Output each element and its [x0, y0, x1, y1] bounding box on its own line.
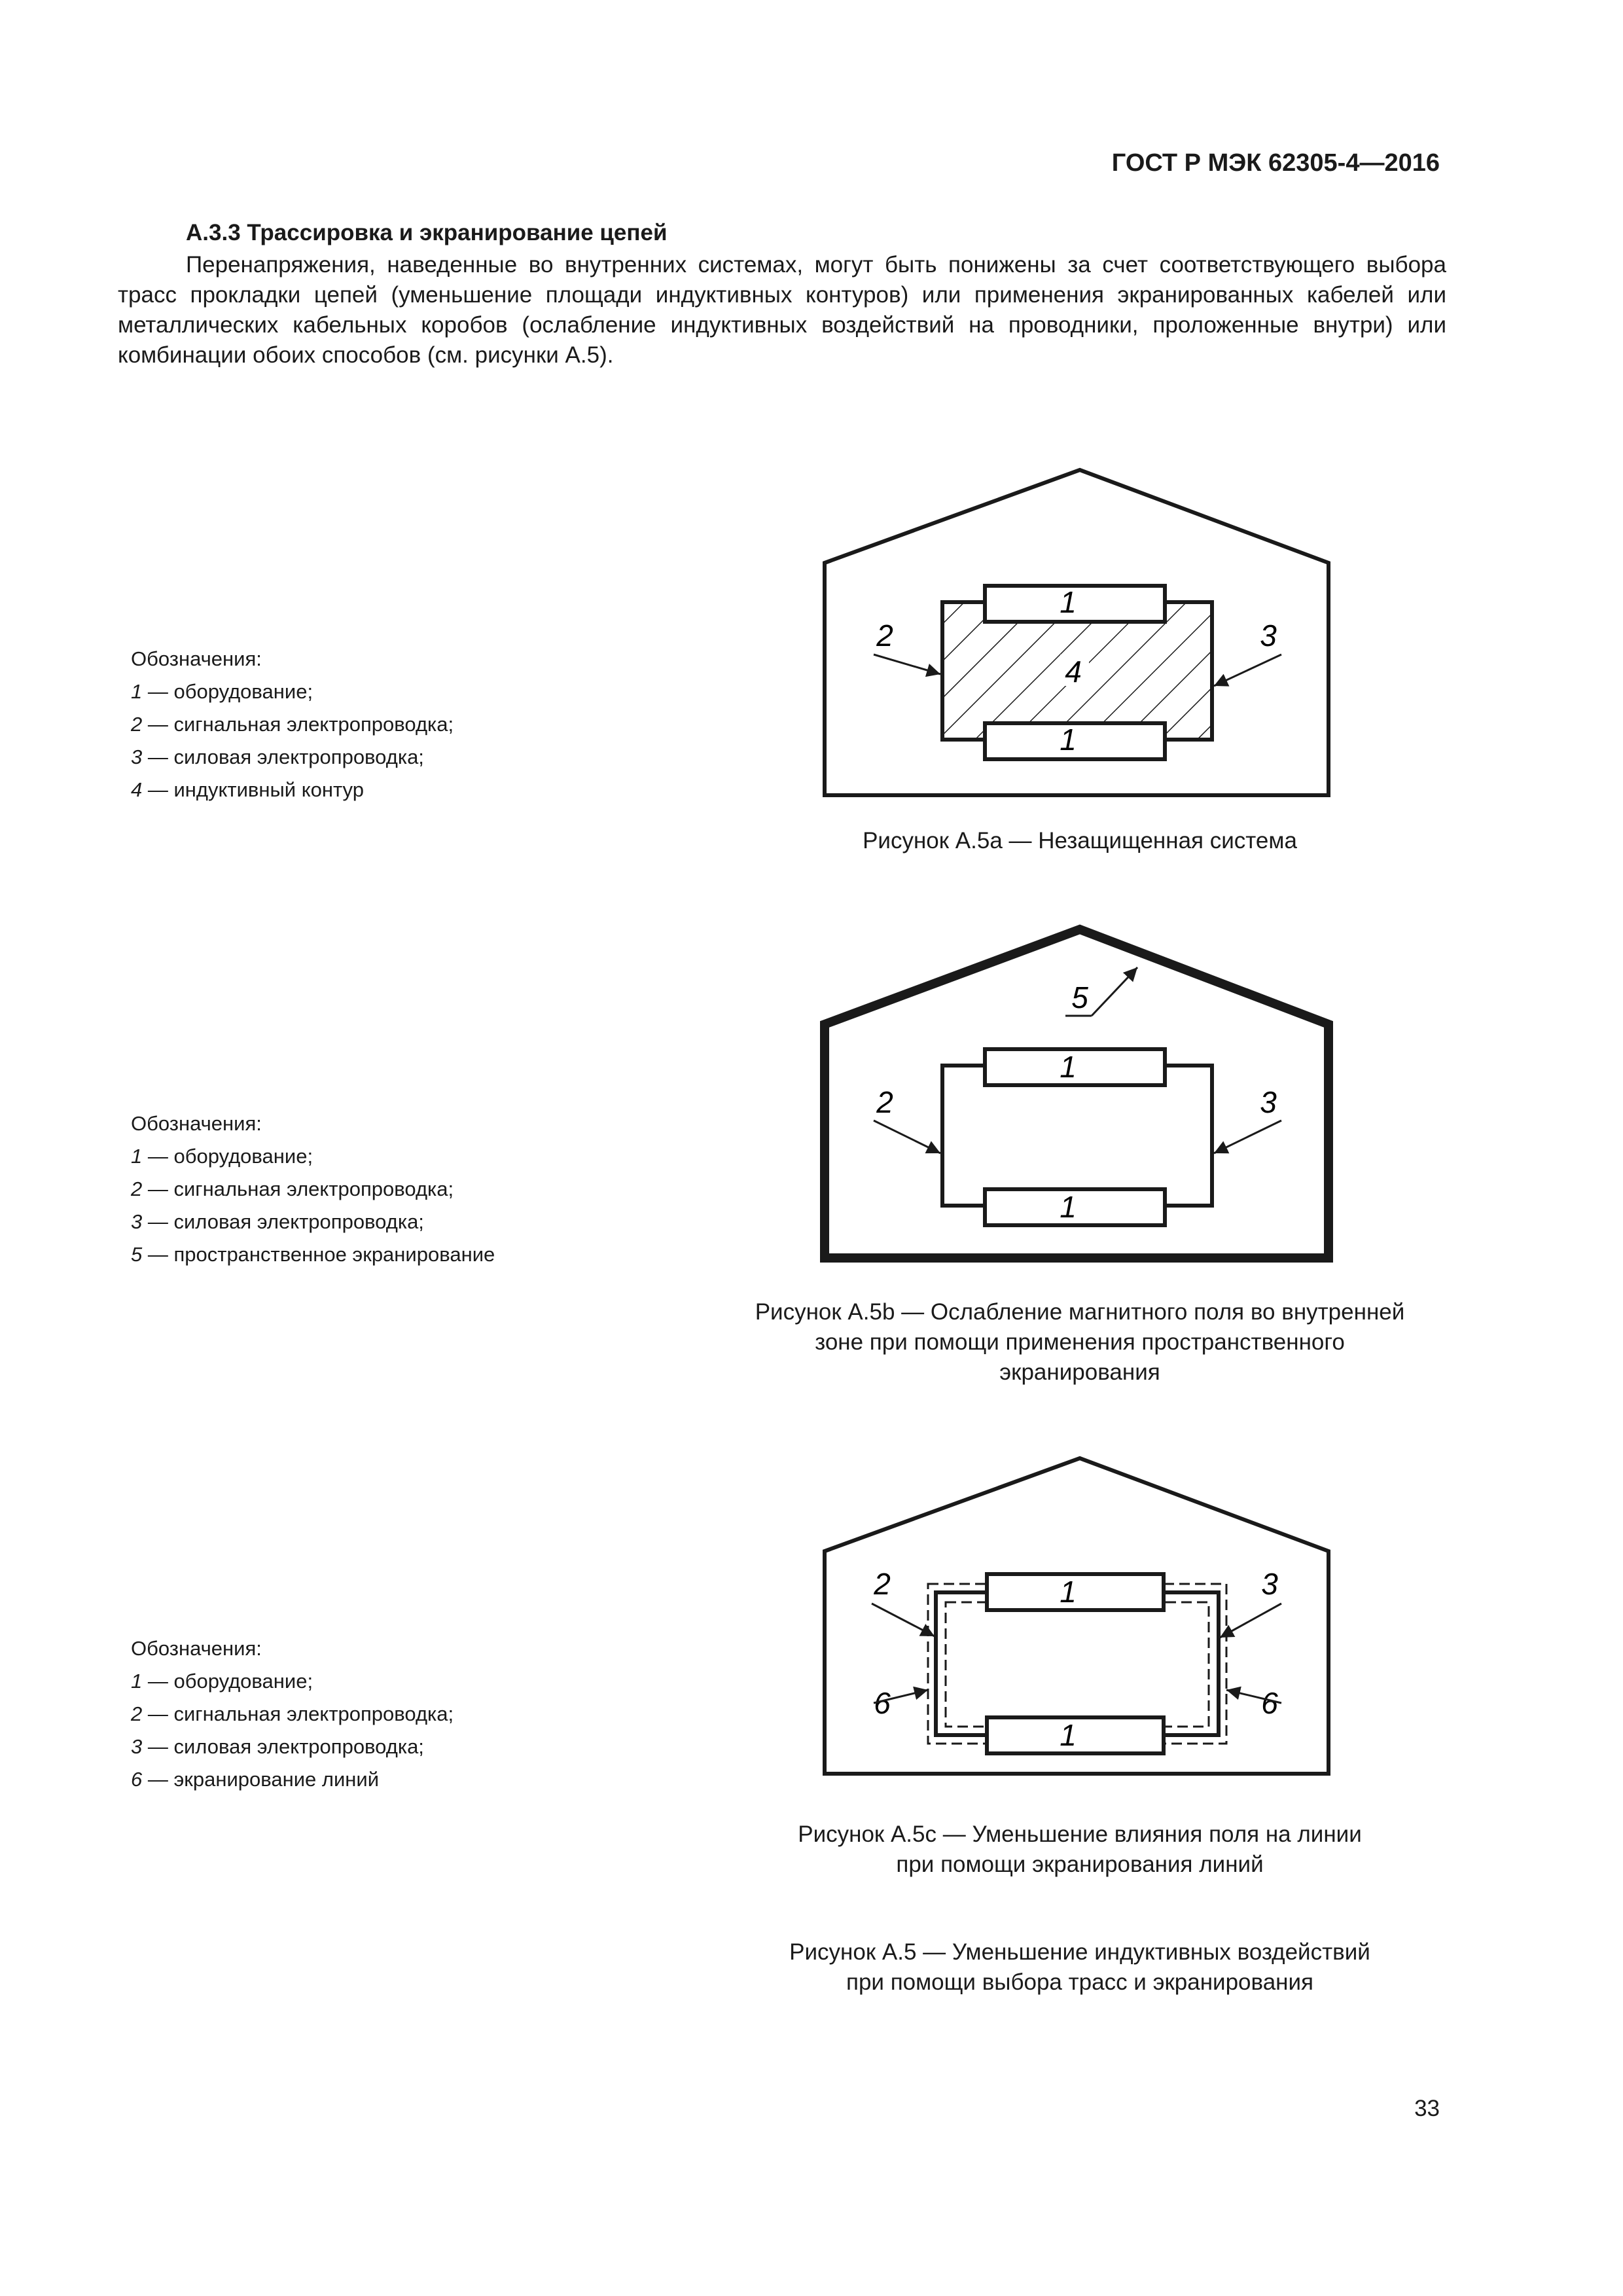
legend-item: 2 — сигнальная электропроводка;: [131, 1177, 454, 1200]
wiring-loop: [936, 1592, 1219, 1735]
line-shield-inner: [946, 1602, 1209, 1727]
section-body: Перенапряжения, наведенные во внутренних системах, могут быть понижены за счет соответствующего выбора трасс прокладки цепей (уменьшение площади индуктивных контуров) или применения экранированных кабелей или металлических кабельных коробов (ослабление индуктивных воздействий на проводники, проложенные внутри) или комбинации обоих способов (см. рисунки А.5).: [118, 252, 1446, 368]
figure-a5b-diagram: [812, 916, 1348, 1270]
label-line-shield-right: 6: [1261, 1686, 1278, 1720]
standard-code: ГОСТ Р МЭК 62305-4—2016: [1111, 149, 1440, 177]
caption-line: зоне при помощи применения пространственного: [815, 1329, 1345, 1355]
caption-line: Рисунок А.5 — Уменьшение индуктивных воздействий: [789, 1939, 1370, 1965]
figure-a5c-diagram: [812, 1446, 1348, 1787]
label-signal: 2: [876, 1085, 893, 1119]
legend-item: 1 — оборудование;: [131, 1670, 313, 1693]
caption-line: Рисунок А.5b — Ослабление магнитного поля во внутренней: [755, 1299, 1405, 1325]
legend-item: 4 — индуктивный контур: [131, 778, 364, 801]
page-number: 33: [1414, 2096, 1440, 2121]
label-power: 3: [1261, 1567, 1278, 1601]
legend-figure-a: [131, 643, 628, 806]
legend-title: Обозначения:: [131, 1112, 262, 1135]
label-power: 3: [1260, 619, 1277, 653]
label-equipment-top: 1: [1060, 1050, 1077, 1084]
caption-line: экранирования: [999, 1359, 1160, 1385]
legend-item: 2 — сигнальная электропроводка;: [131, 713, 454, 736]
label-equipment-bottom: 1: [1060, 1190, 1077, 1224]
label-signal: 2: [876, 619, 893, 653]
section-heading: А.3.3 Трассировка и экранирование цепей: [186, 220, 668, 245]
legend-title: Обозначения:: [131, 1637, 262, 1660]
legend-item: 3 — силовая электропроводка;: [131, 1735, 424, 1758]
legend-item: 5 — пространственное экранирование: [131, 1243, 495, 1266]
label-equipment-bottom: 1: [1060, 723, 1077, 757]
legend-item: 6 — экранирование линий: [131, 1768, 380, 1791]
label-equipment-top: 1: [1060, 585, 1077, 619]
figure-a5a-diagram: [812, 458, 1348, 812]
label-shield: 5: [1071, 980, 1088, 1014]
label-equipment-bottom: 1: [1060, 1718, 1077, 1752]
legend-item: 1 — оборудование;: [131, 1145, 313, 1168]
caption-figure-a5a: Рисунок А.5а — Незащищенная система: [863, 828, 1297, 853]
legend-figure-b: [131, 1107, 628, 1271]
caption-figure-a5c: [654, 1820, 1505, 1880]
legend-item: 3 — силовая электропроводка;: [131, 745, 424, 768]
caption-figure-a5b: [654, 1297, 1505, 1388]
caption-line: Рисунок А.5с — Уменьшение влияния поля на линии: [798, 1821, 1362, 1847]
label-line-shield-left: 6: [874, 1686, 891, 1720]
legend-item: 3 — силовая электропроводка;: [131, 1210, 424, 1233]
legend-item: 2 — сигнальная электропроводка;: [131, 1702, 454, 1725]
label-equipment-top: 1: [1060, 1575, 1077, 1609]
label-loop: 4: [1065, 655, 1082, 689]
legend-title: Обозначения:: [131, 647, 262, 670]
label-power: 3: [1260, 1085, 1277, 1119]
legend-figure-c: [131, 1632, 628, 1796]
legend-item: 1 — оборудование;: [131, 680, 313, 703]
caption-line: при помощи выбора трасс и экранирования: [846, 1969, 1313, 1995]
caption-figure-a5: [654, 1937, 1505, 1998]
label-signal: 2: [874, 1567, 891, 1601]
caption-line: при помощи экранирования линий: [896, 1852, 1264, 1877]
section-a33: [118, 220, 1446, 370]
